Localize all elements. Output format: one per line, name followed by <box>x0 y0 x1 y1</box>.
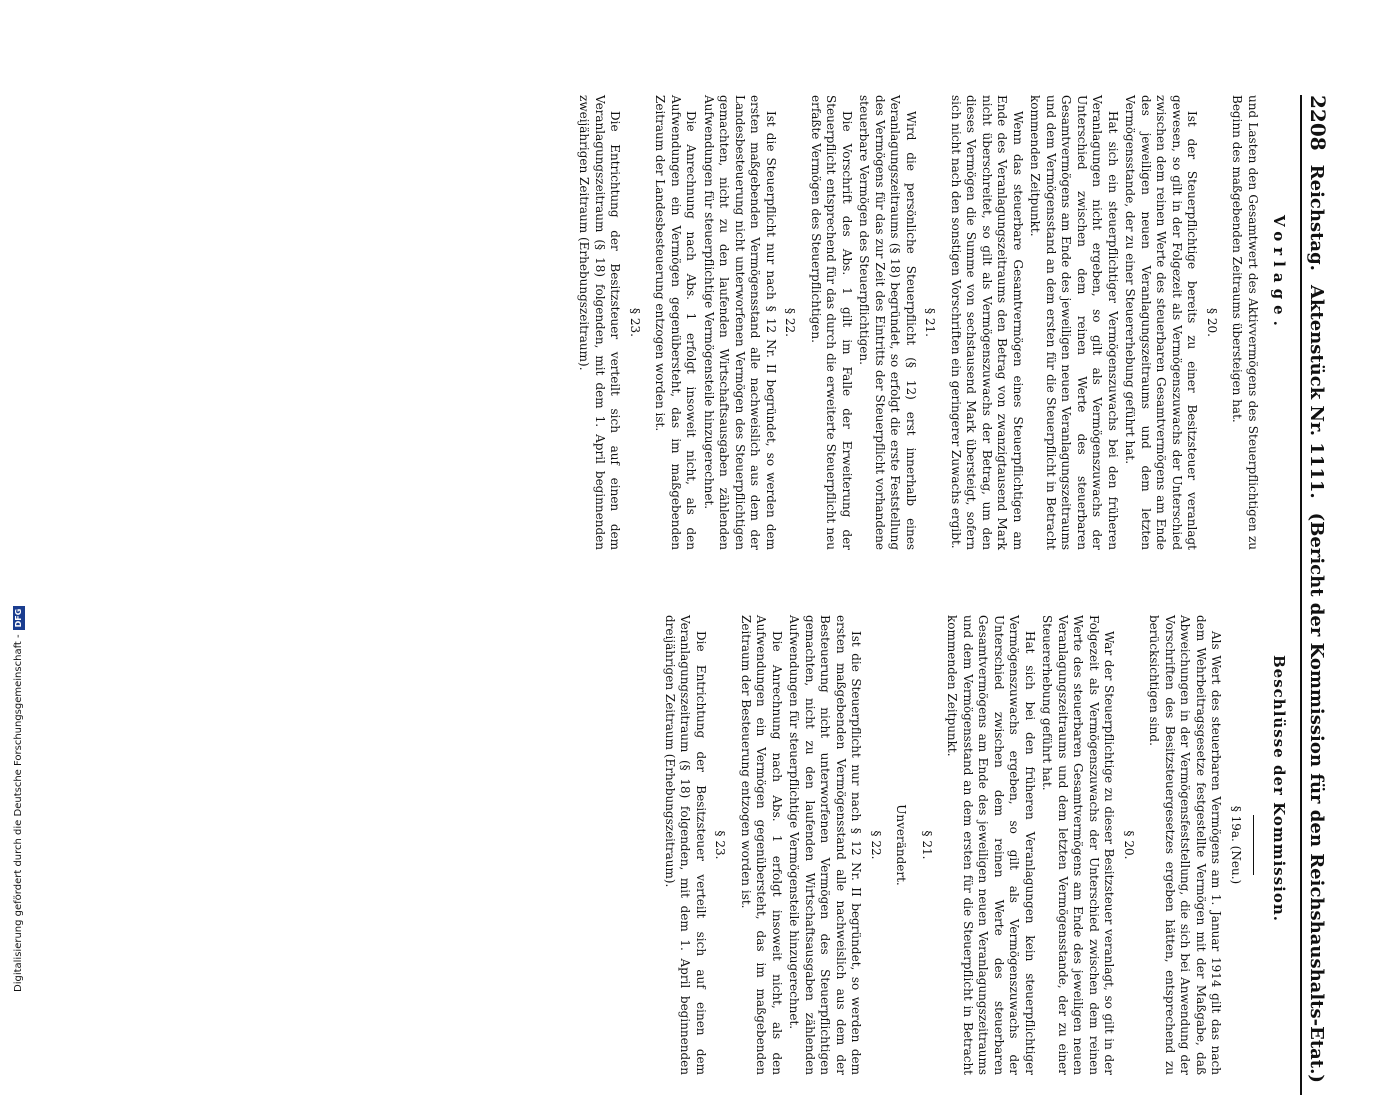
right-column <box>660 615 1261 1075</box>
right-s23-title: § 23. <box>713 830 728 860</box>
page-number: 2208 <box>1306 95 1330 151</box>
page-header <box>1300 95 1330 1095</box>
right-column-heading: Beschlüsse der Kommission. <box>1270 655 1288 922</box>
right-s21-title: § 21. <box>920 830 934 860</box>
right-s21-unchanged: Unverändert. <box>894 804 909 886</box>
right-s22-p2: Die Anrechnung nach Abs. 1 erfolgt insoweit nicht, als den Aufwendungen ein Vermögen gegenübersteht, das im maßgebenden Zeitraum der Besteuerung entzogen worden ist. <box>739 615 784 1075</box>
left-s21-p2: Die Vorschrift des Abs. 1 gilt im Falle der Erweiterung der Steuerpflicht entsprechend für das durch die erweiterte Steuerpflicht neu erfaßte Vermögen des Steuerpflichtigen. <box>809 95 854 550</box>
right-s19a-p1: Als Wert des steuerbaren Vermögens am 1. Januar 1914 gilt das nach dem Wehrbeitragsgesetze festgestellte Vermögen mit der Maßgabe, daß Abweichungen in der Vermögensfeststellung, die sich bei Anwendung der Vorschriften des Besitzsteuergesetzes ergeben hätten, entsprechend zu berücksichtigen sind. <box>1147 615 1224 1075</box>
left-s22-p1: Ist die Steuerpflicht nur nach § 12 Nr. II begründet, so werden dem ersten maßgebenden Vermögensstand alle nachweislich aus dem der Landesbesteuerung nicht unterworfenen Vermögen des Steuerpflichtigen gemachten, nicht zu den laufenden Wirtschaftsausgaben zählenden Aufwendungen für steuerpflichtige Vermögensteile hinzugerechnet. <box>702 95 778 550</box>
digitization-footer <box>12 0 26 1000</box>
heading-rule <box>1253 815 1254 875</box>
dfg-logo: DFG <box>13 606 25 631</box>
left-s20-title: § 20. <box>1205 308 1219 337</box>
right-s22-title: § 22. <box>869 830 883 860</box>
left-s20-p1: Ist der Steuerpflichtige bereits zu einer Besitzsteuer veranlagt gewesen, so gilt in der Folgezeit als Vermögenszuwachs der Unterschied zwischen dem reinen Werte des steuerbaren Gesamtvermögens am Ende des jeweiligen neuen Veranlagungszeitraums und dem letzten Vermögensstande, der zu einer Steuererhebung geführt hat. <box>1123 95 1200 550</box>
left-s22-title: § 22. <box>783 308 798 337</box>
right-s20-p1: War der Steuerpflichtige zu dieser Besitzsteuer veranlagt, so gilt in der Folgezeit als Vermögenszuwachs der Unterschied zwischen dem reinen Werte des steuerbaren Gesamtvermögens am Ende des jeweiligen neuen Veranlagungszeitraums und dem letzten Vermögensstande, der zu einer Steuererhebung geführt hat. <box>1040 615 1117 1075</box>
document-page <box>100 95 1330 1095</box>
right-s20-p2: Hat sich bei den früheren Veranlagungen kein steuerpflichtiger Vermögenszuwachs ergeben, so gilt als Vermögenszuwachs der Unterschied zwischen dem reinen Werte des steuerbaren Gesamtvermögens am Ende des jeweiligen neuen Veranlagungszeitraums und dem Vermögensstand an dem ersten für die Steuerpflicht in Betracht kommenden Zeitpunkt. <box>945 615 1037 1075</box>
left-s20-p3: Wenn das steuerbare Gesamtvermögen eines Steuerpflichtigen am Ende des Veranlagungszeitraums den Betrag von zwanzigtausend Mark nicht überschreitet, so gilt als Vermögenszuwachs der Betrag, um den dieses Vermögen die Summe von sechstausend Mark übersteigt, sofern sich nicht nach den sonstigen Vorschriften ein geringerer Zuwachs ergibt. <box>949 95 1025 550</box>
left-column <box>574 95 1260 550</box>
right-s20-title: § 20. <box>1122 830 1136 860</box>
right-s22-p1: Ist die Steuerpflicht nur nach § 12 Nr. II begründet, so werden dem ersten maßgebenden Vermögensstand alle nachweislich aus dem der Besteuerung nicht unterworfenen Vermögen des Steuerpflichtigen gemachten, nicht zu den laufenden Wirtschaftsausgaben zählenden Aufwendungen für steuerpflichtige Vermögensteile hinzugerechnet. <box>787 615 864 1075</box>
left-s20-p2: Hat sich ein steuerpflichtiger Vermögenszuwachs bei den früheren Veranlagungen nicht ergeben, so gilt als Vermögenszuwachs der Unterschied zwischen dem reinen Werte des steuerbaren Gesamtvermögens am Ende des jeweiligen neuen Veranlagungszeitraums und dem Vermögensstand an dem ersten für die Steuerpflicht in Betracht kommenden Zeitpunkt. <box>1028 95 1120 550</box>
header-title: (Bericht der Kommission für den Reichshaushalts-Etat.) <box>1306 512 1327 1083</box>
header-reichstag: Reichstag. <box>1306 164 1327 271</box>
left-s21-title: § 21. <box>923 308 938 337</box>
left-column-heading: Vorlage. <box>1270 215 1288 332</box>
footer-text: Digitalisierung gefördert durch die Deutsche Forschungsgemeinschaft - <box>13 634 24 992</box>
left-s23-title: § 23. <box>628 308 642 337</box>
left-s22-p2: Die Anrechnung nach Abs. 1 erfolgt insoweit nicht, als den Aufwendungen ein Vermögen gegenübersteht, das im maßgebenden Zeitraum der Landesbesteuerung entzogen worden ist. <box>653 95 699 550</box>
left-s21-p1: Wird die persönliche Steuerpflicht (§ 12) erst innerhalb eines Veranlagungszeitraums (§ 18) begründet, so erfolgt die erste Feststellung des Vermögens für das zur Zeit des Eintritts der Steuerpflicht vorhandene steuerbare Vermögen des Steuerpflichtigen. <box>857 95 918 550</box>
header-aktenstueck: Aktenstück Nr. 1111. <box>1306 284 1327 499</box>
right-s23-p1: Die Entrichtung der Besitzsteuer verteilt sich auf einen dem Veranlagungszeitraum (§ 18) folgenden, mit dem 1. April beginnenden dreijährigen Zeitraum (Erhebungszeitraum). <box>663 615 708 1075</box>
left-intro: und Lasten den Gesamtwert des Aktivvermögens des Steuerpflichtigen zu Beginn des maßgebenden Zeitraums übersteigen hat. <box>1230 95 1260 550</box>
right-s19a-title: § 19a. (Neu.) <box>1229 805 1243 885</box>
left-s23-p1: Die Entrichtung der Besitzsteuer verteilt sich auf einen dem Veranlagungszeitraum (§ 18) folgenden, mit dem 1. April beginnenden zweijährigen Zeitraum (Erhebungszeitraum). <box>577 95 623 550</box>
